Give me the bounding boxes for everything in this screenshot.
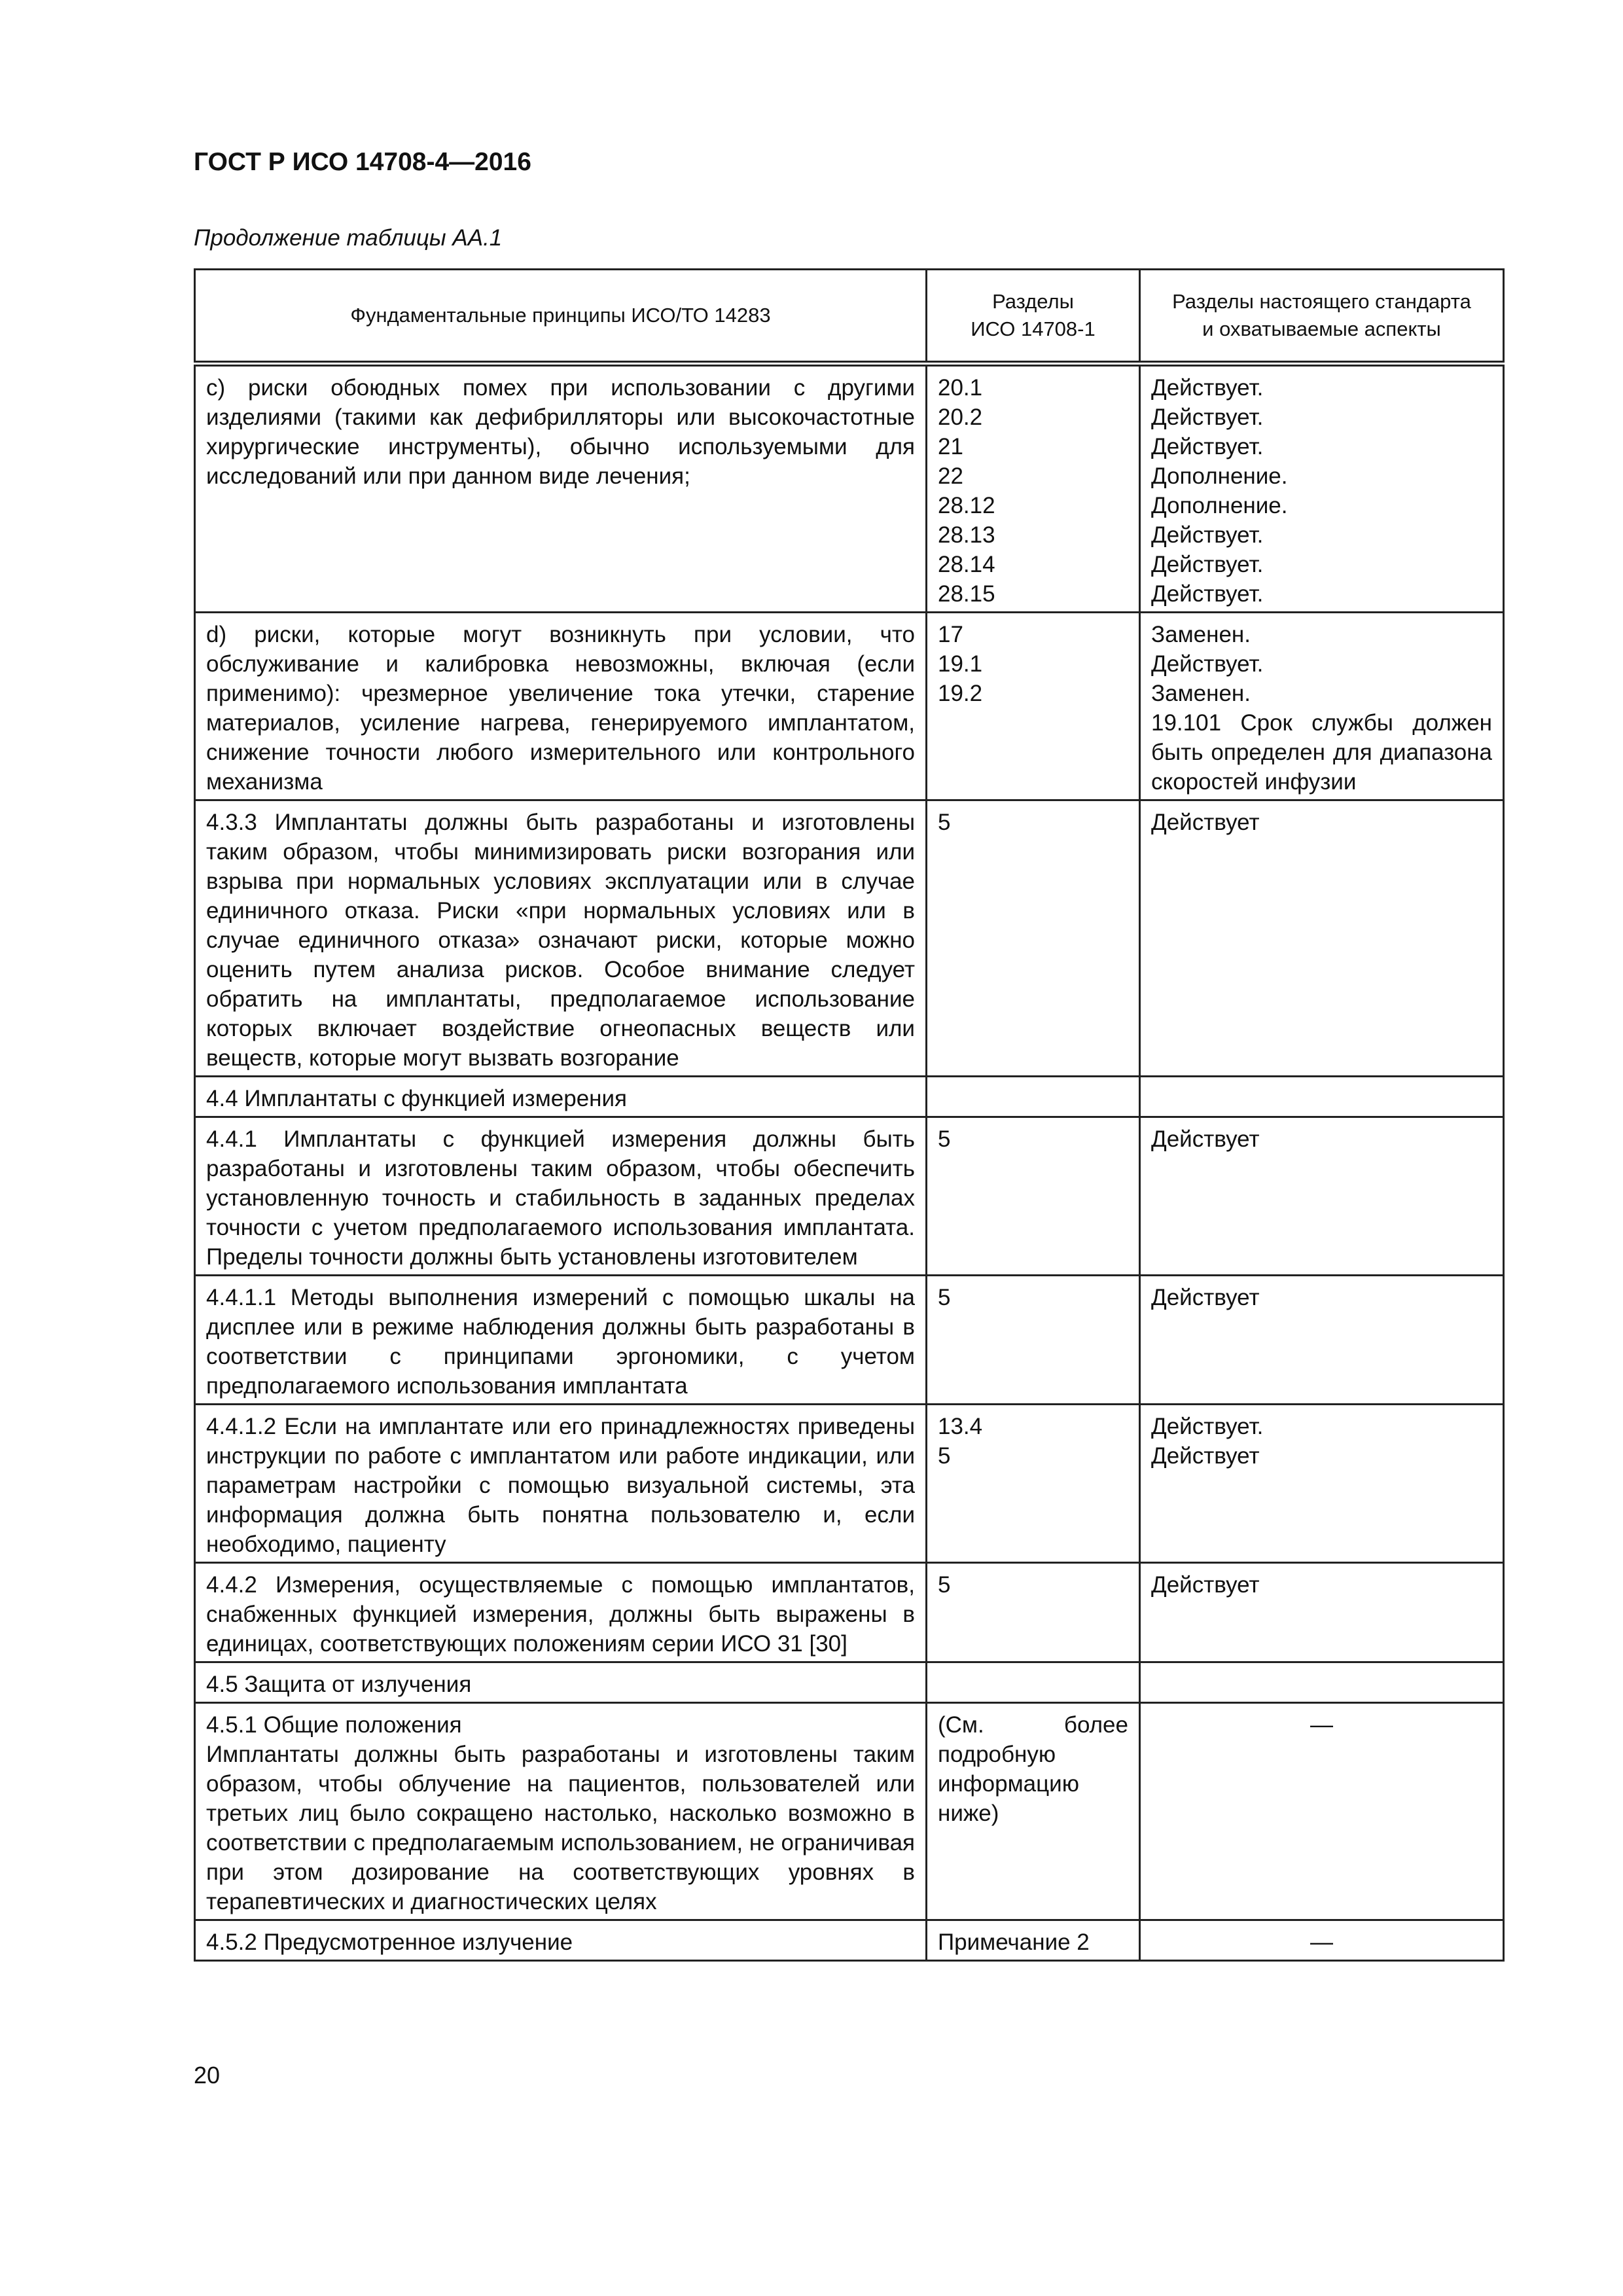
aspect-value: Действует — [1151, 1443, 1260, 1469]
table-row — [195, 1077, 1504, 1117]
sections-cell — [927, 613, 1140, 800]
section-value: 28.15 — [938, 581, 995, 607]
principle-cell: 4.4.2 Измерения, осуществляемые с помощью имплантатов, снабженных функцией измерения, должны быть выражены в единицах, соответствующих положениям серии ИСО 31 [30] — [195, 1563, 927, 1662]
aspect-value: Заменен. — [1151, 681, 1251, 706]
aspect-value: Действует. — [1151, 581, 1264, 607]
principle-cell: 4.5.2 Предусмотренное излучение — [195, 1920, 927, 1961]
aspects-cell — [1140, 364, 1504, 613]
aspect-value: Действует. — [1151, 651, 1264, 677]
section-value: 19.2 — [938, 681, 983, 706]
table-header-row — [195, 270, 1504, 364]
column-header-iso-sections — [927, 270, 1140, 364]
aspect-value: Действует. — [1151, 522, 1264, 548]
aspect-value: Действует. — [1151, 1414, 1264, 1439]
column-header-aspects-line1: Разделы настоящего стандарта — [1172, 290, 1471, 313]
sections-cell: (См. более подробную информацию ниже) — [927, 1703, 1140, 1920]
aspect-value: Заменен. — [1151, 622, 1251, 647]
principle-cell: 4.4.1.2 Если на имплантате или его принадлежностях приведены инструкции по работе с имплантатом или работе индикации, или параметрам настройки с помощью визуальной системы, эта информация должна быть понятна пользователю и, если необходимо, пациенту — [195, 1405, 927, 1563]
aspect-note: 19.101 Срок службы должен быть определен для диапазона скоростей инфузии — [1151, 710, 1492, 795]
sections-cell: 5 — [927, 1563, 1140, 1662]
table-row — [195, 1703, 1504, 1920]
table-row — [195, 1405, 1504, 1563]
aspects-cell — [1140, 1405, 1504, 1563]
principle-cell — [195, 1703, 927, 1920]
aspects-cell — [1140, 613, 1504, 800]
column-header-aspects — [1140, 270, 1504, 364]
sections-cell: 5 — [927, 1276, 1140, 1405]
aspects-cell: Действует — [1140, 1276, 1504, 1405]
document-header: ГОСТ Р ИСО 14708-4—2016 — [194, 148, 531, 176]
section-value: 22 — [938, 463, 963, 489]
principle-cell: 4.5 Защита от излучения — [195, 1662, 927, 1703]
section-value: 28.12 — [938, 493, 995, 518]
section-value: 21 — [938, 434, 963, 459]
table-row — [195, 800, 1504, 1077]
sections-cell: Примечание 2 — [927, 1920, 1140, 1961]
section-value: 28.14 — [938, 552, 995, 577]
column-header-iso-sections-line2: ИСО 14708-1 — [971, 317, 1096, 340]
table-row — [195, 1117, 1504, 1276]
table-row — [195, 1920, 1504, 1961]
aspect-value: Действует. — [1151, 552, 1264, 577]
column-header-aspects-line2: и охватываемые аспекты — [1202, 317, 1441, 340]
section-value: 17 — [938, 622, 963, 647]
principle-title: 4.5.1 Общие положения — [206, 1712, 462, 1738]
sections-cell: 5 — [927, 800, 1140, 1077]
sections-cell — [927, 364, 1140, 613]
principle-cell: c) риски обоюдных помех при использовании с другими изделиями (такими как дефибрилляторы или высокочастотные хирургические инструменты), обычно используемыми для исследований или при данном виде лечения; — [195, 364, 927, 613]
table-row — [195, 1276, 1504, 1405]
principle-cell: 4.3.3 Имплантаты должны быть разработаны и изготовлены таким образом, чтобы минимизировать риски возгорания или взрыва при нормальных условиях эксплуатации или в случае единичного отказа. Риски «при нормальных условиях или в случае единичного отказа» означают риски, которые можно оценить путем анализа рисков. Особое внимание следует обратить на имплантаты, предполагаемое использование которых включает воздействие огнеопасных веществ или веществ, которые могут вызвать возгорание — [195, 800, 927, 1077]
principle-cell: 4.4.1 Имплантаты с функцией измерения должны быть разработаны и изготовлены таким образом, чтобы обеспечить установленную точность и стабильность в заданных пределах точности с учетом предполагаемого использования имплантата. Пределы точности должны быть установлены изготовителем — [195, 1117, 927, 1276]
sections-cell: 5 — [927, 1117, 1140, 1276]
aspect-value: Дополнение. — [1151, 463, 1288, 489]
section-value: 13.4 — [938, 1414, 983, 1439]
column-header-principles: Фундаментальные принципы ИСО/ТО 14283 — [195, 270, 927, 364]
section-value: 20.2 — [938, 404, 983, 430]
principle-cell: 4.4.1.1 Методы выполнения измерений с помощью шкалы на дисплее или в режиме наблюдения должны быть разработаны в соответствии с принципами эргономики, с учетом предполагаемого использования имплантата — [195, 1276, 927, 1405]
table-caption: Продолжение таблицы АА.1 — [194, 225, 503, 251]
section-value: 28.13 — [938, 522, 995, 548]
aspect-value: Дополнение. — [1151, 493, 1288, 518]
aspect-value: Действует. — [1151, 434, 1264, 459]
sections-cell — [927, 1077, 1140, 1117]
aspects-cell: Действует — [1140, 1563, 1504, 1662]
aspect-value: Действует. — [1151, 404, 1264, 430]
table-row — [195, 613, 1504, 800]
column-header-iso-sections-line1: Разделы — [992, 290, 1074, 313]
sections-cell — [927, 1662, 1140, 1703]
table-row — [195, 364, 1504, 613]
table-row — [195, 1563, 1504, 1662]
sections-cell — [927, 1405, 1140, 1563]
principle-cell: 4.4 Имплантаты с функцией измерения — [195, 1077, 927, 1117]
aspects-cell: Действует — [1140, 800, 1504, 1077]
aspects-cell — [1140, 1077, 1504, 1117]
aspects-cell: Действует — [1140, 1117, 1504, 1276]
standards-table — [194, 268, 1505, 1962]
principle-cell: d) риски, которые могут возникнуть при условии, что обслуживание и калибровка невозможны, включая (если применимо): чрезмерное увеличение тока утечки, старение материалов, усиление нагрева, генерируемого имплантатом, снижение точности любого измерительного или контрольного механизма — [195, 613, 927, 800]
aspects-cell: — — [1140, 1920, 1504, 1961]
aspects-cell — [1140, 1662, 1504, 1703]
section-value: 20.1 — [938, 375, 983, 401]
principle-text: Имплантаты должны быть разработаны и изготовлены таким образом, чтобы облучение на пациентов, пользователей или третьих лиц было сокращено настолько, насколько возможно в соответствии с предполагаемым использованием, не ограничивая при этом дозирование на соответствующих уровнях в терапевтических и диагностических целях — [206, 1742, 915, 1914]
table-row — [195, 1662, 1504, 1703]
aspects-cell: — — [1140, 1703, 1504, 1920]
section-value: 5 — [938, 1443, 951, 1469]
aspect-value: Действует. — [1151, 375, 1264, 401]
section-value: 19.1 — [938, 651, 983, 677]
page-number: 20 — [194, 2062, 221, 2089]
